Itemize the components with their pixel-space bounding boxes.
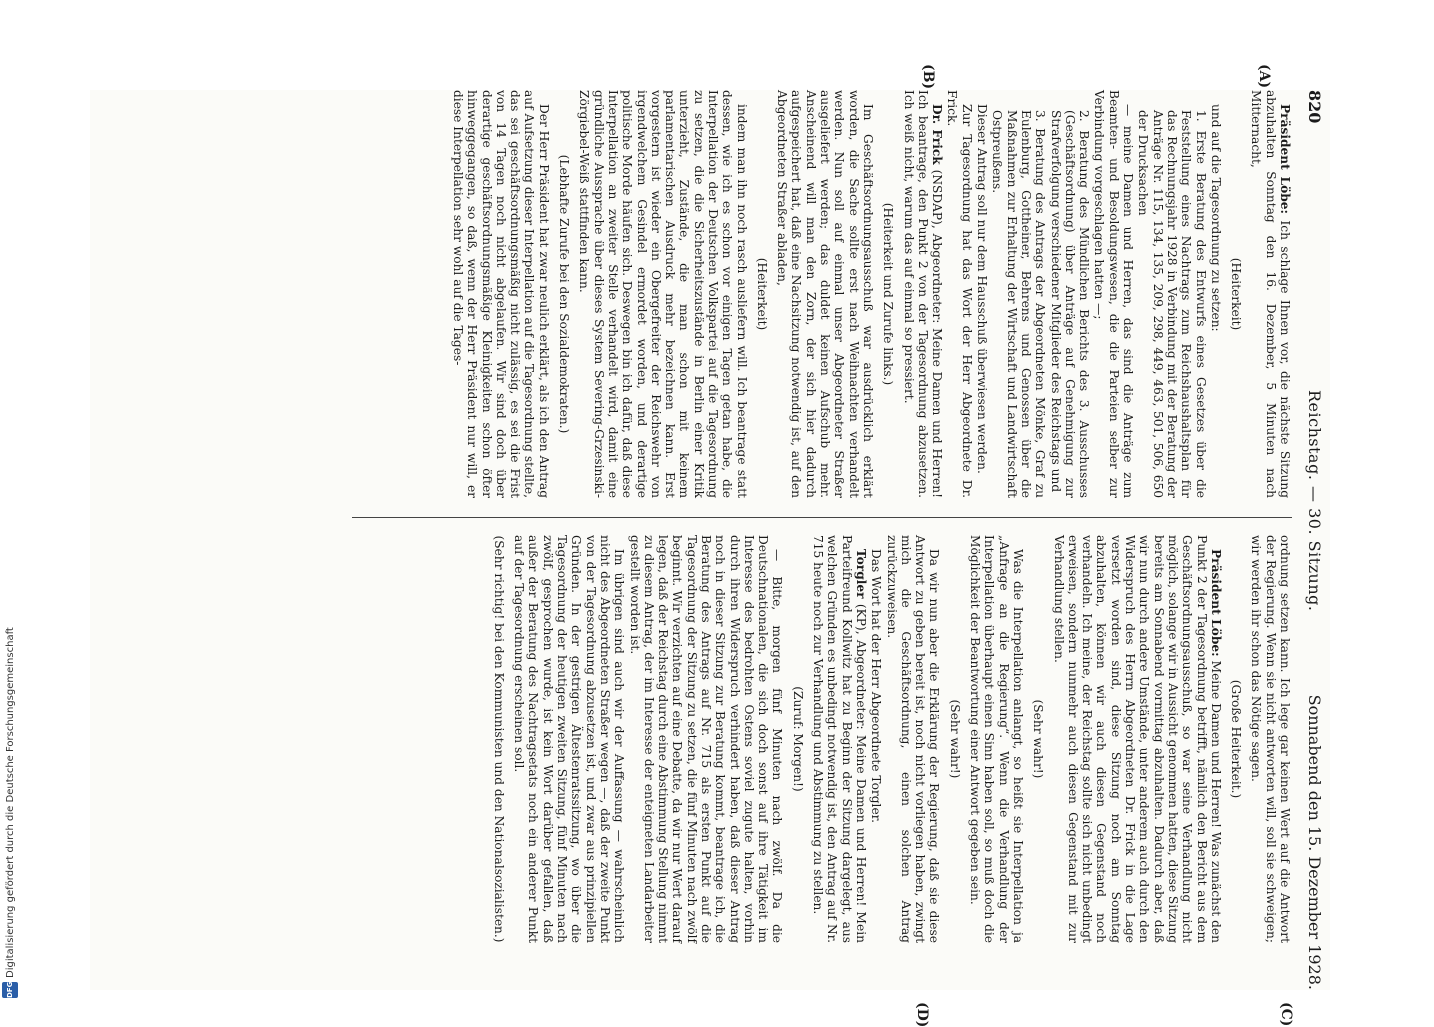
dfg-credit [2,627,18,998]
speaker-name: Torgler [853,549,868,599]
text-paragraph [512,535,626,943]
paragraph-text: (Sehr wahr!) [1031,699,1046,779]
paragraph-text: (Heiterkeit) [1229,257,1244,331]
dfg-logo: DFG [2,982,18,998]
interjection [492,535,506,943]
agenda-item [1136,90,1207,498]
interjection [1229,90,1243,498]
paragraph-text: (Heiterkeit) [754,257,769,331]
column-divider [352,517,1292,518]
paragraph-text: (Heiterkeit und Zurufe links.) [881,202,896,386]
paragraph-text: 3. Beratung des Antrags der Abgeordneten Mönke, Graf zu Eulenburg, Gottheiner, Behrens und Genossen über die Maßnahmen zur Erhaltung der Wirtschaft und Landwirtschaft Ostpreußens. [990,110,1048,498]
paragraph-text: Der Herr Präsident hat zwar neulich erklärt, als ich den Antrag auf Aufsetzung dieser Interpellation auf die Tagesordnung stellte, das sei geschäftsordnungsmäßig nicht zulässig, es sei die Frist von 14 Tagen noch nicht abgelaufen. Wir sind doch über derartige geschäftsordnungsmäßige Kleinigkeiten schon öfter hinweggegangen, so daß, wenn der Herr Präsident nur will, er diese Interpellation sehr wohl auf die Tages- [450,90,551,498]
paragraph-text: 1. Erste Beratung des Entwurfs eines Gesetzes über die Feststellung eines Nachtrags zum Reichshaushaltsplan für das Rechnungsjahr 1928 in Verbindung mit der Beratung der Anträge Nr. 115, 134, 135, 209, 298, 449, 463, 501, 506, 650 der Drucksachen [1136,110,1208,498]
text-paragraph [869,535,883,943]
digitization-credit: Digitalisierung gefördert durch die Deutsche Forschungsgemeinschaft [4,627,16,978]
paragraph-text: Dieser Antrag soll nur dem Hausschuß überwiesen werden. [975,104,990,474]
interjection [1031,535,1045,943]
speaker-name: Präsident Löbe: [1208,549,1223,657]
paragraph-text: 2. Beratung des Mündlichen Berichts des 3. Ausschusses (Geschäftsordnung) über Anträge auf Genehmigung zur Strafverfolgung verschiedener Mitglieder des Reichstags und [1048,110,1092,498]
speech-paragraph [811,535,868,943]
margin-mark-a: (A) [1256,64,1272,89]
interjection [947,535,961,943]
margin-mark-b: (B) [920,64,936,90]
paragraph-text: (Lebhafte Zurufe bei den Sozialdemokraten.) [557,154,572,434]
interjection [791,535,805,943]
paragraph-text: Was die Interpellation anlangt, so heißt sie Interpellation ja „Anfrage an die Regierung“. Wenn die Verhandlung der Interpellation überhaupt einen Sinn haben soll, so muß doch die Möglichkeit der Beantwortung einer Antwort gegeben sein. [968,535,1025,943]
paragraph-text: (Zuruf: Morgen!) [790,686,805,792]
text-paragraph [884,535,941,943]
speech-paragraph [1051,535,1223,943]
page-number: 820 [1305,90,1324,124]
text-paragraph [1209,90,1223,498]
paragraph-text: (Sehr richtig! bei den Kommunisten und den Nationalsozialisten.) [491,535,506,943]
paragraph-text: (KP), Abgeordneter: Meine Damen und Herren! Mein Parteifreund Kollwitz hat zu Beginn der Sitzung dargelegt, aus welchen Gründen es unbedingt notwendig ist, den Antrag auf Nr. 715 heute noch zur Verhandlung und Abstimmung zu stellen. [811,535,868,943]
header-date: Sonnabend den 15. Dezember 1928. [1305,694,1324,990]
page-header [1298,90,1328,990]
right-column [486,535,1292,943]
header-title: Reichstag. — 30. Sitzung. [1305,390,1324,612]
left-column [450,90,1292,498]
paragraph-text: (Große Heiterkeit.) [1229,679,1244,799]
text-paragraph [1249,535,1292,943]
speech-paragraph [1249,90,1292,498]
paragraph-text: und auf die Tagesordnung zu setzen: [1208,104,1223,332]
paragraph-text: Zur Tagesordnung hat das Wort der Herr Abgeordnete Dr. Frick. [945,90,974,498]
paragraph-text: Ich schlage Ihnen vor, die nächste Sitzung abzuhalten Sonntag den 16. Dezember, 5 Minuten nach Mitternacht, [1249,90,1292,499]
text-paragraph [945,90,974,498]
text-paragraph [627,535,784,943]
document-page [90,64,1330,1027]
interjection [881,90,895,498]
text-paragraph [451,90,551,498]
paragraph-text: indem man ihn noch rasch ausliefern will. Ich beantrage statt dessen, wie ich es schon vor einigen Tagen getan habe, die Interpellation der Deutschen Volkspartei auf die Tagesordnung zu setzen, die die Sicherheitszustände in Berlin einer Kritik unterzieht, Zustände, die man schon mit keinem parlamentarischen Ausdruck mehr bezeichnen kann. Erst vorgestern ist wieder ein Obergefreiter der Reichswehr von irgendwelchem Gesindel ermordet worden, und derartige politische Morde häufen sich. Deswegen bin ich dafür, daß diese Interpellation an zweiter Stelle verhandelt wird, damit eine gründliche Aussprache über dieses System Severing-Grzesinski-Zörgiebel-Weiß stattfinden kann. [577,90,749,498]
paragraph-text: — Bitte, morgen fünf Minuten nach zwölf. Da die Deutschnationalen, die sich doch sonst auf ihre Tätigkeit im Interesse des bedrohten Ostens soviel zugute halten, vorhin durch ihren Widerspruch verhindert haben, daß dieser Antrag noch in dieser Sitzung zur Beratung kommt, beantrage ich, die Beratung des Antrags auf Nr. 715 als ersten Punkt auf die Tagesordnung der Sitzung zu setzen, die fünf Minuten nach zwölf beginnt. Wir verzichten auf eine Debatte, da wir nur Wert darauf legen, daß der Reichstag durch eine Abstimmung Stellung nimmt zu diesem Antrag, der im Interesse der enteigneten Landarbeiter gestellt worden ist. [627,535,785,943]
paragraph-text: Meine Damen und Herren! Was zunächst den Punkt 2 der Tagesordnung betrifft, nämlich den Bericht aus dem Geschäftsordnungsausschuß, so war seine Verhandlung nicht möglich, solange wir in Aussicht genommen hatten, diese Sitzung bereits am Sonnabend vormittag abzuhalten. Dadurch aber, daß wir nun durch andere Umstände, unter anderem auch durch den Widerspruch des Herrn Abgeordneten Dr. Frick in die Lage versetzt worden sind, diese Sitzung noch am Sonntag abzuhalten, können wir auch diesen Gegenstand noch verhandeln. Ich meine, der Reichstag sollte sich nicht unbedingt erweisen, sondern nunmehr auch diesen Gegenstand mit zur Verhandlung stellen. [1051,535,1223,943]
agenda-item [1048,90,1091,498]
text-paragraph [975,90,989,498]
margin-mark-d: (D) [914,1002,930,1027]
paragraph-text: Im Geschäftsordnungsausschuß war ausdrücklich erklärt worden, die Sache sollte erst nach Weihnachten verhandelt werden. Nun soll auf einmal unser Abgeordneter Straßer ausgeliefert werden; das duldet keinen Aufschub mehr. Anscheinend will man den Zorn, der sich hier dadurch aufgespeichert hat, daß eine Nachsitzung notwendig ist, auf den Abgeordneten Straßer abladen, [775,90,875,498]
paragraph-text: Das Wort hat der Herr Abgeordnete Torgler. [869,549,884,824]
text-paragraph [1092,90,1135,498]
speaker-name: Präsident Löbe: [1278,104,1292,215]
interjection [1229,535,1243,943]
speech-paragraph [901,90,944,498]
agenda-item [990,90,1047,498]
interjection [755,90,769,498]
interjection [557,90,571,498]
paragraph-text: Da wir nun aber die Erklärung der Regierung, daß sie diese Antwort zu geben bereit ist, noch nicht vorliegen haben, zwingt mich die Geschäftsordnung, einen solchen Antrag zurückzuweisen. [884,535,942,943]
text-paragraph [775,90,875,498]
margin-mark-c: (C) [1278,1002,1294,1027]
paragraph-text: Im übrigen sind auch wir der Auffassung — wahrscheinlich nicht des Abgeordneten Straßer wegen —, daß der zweite Punkt von der Tagesordnung abzusetzen ist, und zwar aus prinzipiellen Gründen. In der gestrigen Ältestenratssitzung, wo über die Tagesordnung der heutigen zweiten Sitzung, fünf Minuten nach zwölf, gesprochen wurde, ist kein Wort darüber gefallen, daß außer der Beratung des Nachtragsetats noch ein anderer Punkt auf der Tagesordnung erscheinen soll. [512,535,627,943]
paragraph-text: — meine Damen und Herren, das sind die Anträge zum Beamten- und Besoldungswesen, die die Parteien selber zur Verbindung vorgeschlagen hatten —; [1092,90,1136,498]
text-paragraph [968,535,1025,943]
paragraph-text: (NSDAP), Abgeordneter: Meine Damen und Herren! Ich beantrage, den Punkt 2 von der Tagesordnung abzusetzen. Ich weiß nicht, warum das auf einmal so pressiert. [901,90,945,498]
text-paragraph [577,90,749,498]
paragraph-text: (Sehr wahr!) [947,699,962,779]
paragraph-text: ordnung setzen kann. Ich lege gar keinen Wert auf die Antwort der Regierung. Wenn sie nicht antworten will, soll sie schweigen; wir werden ihr schon das Nötige sagen. [1249,535,1292,943]
speaker-name: Dr. Frick [930,104,945,165]
